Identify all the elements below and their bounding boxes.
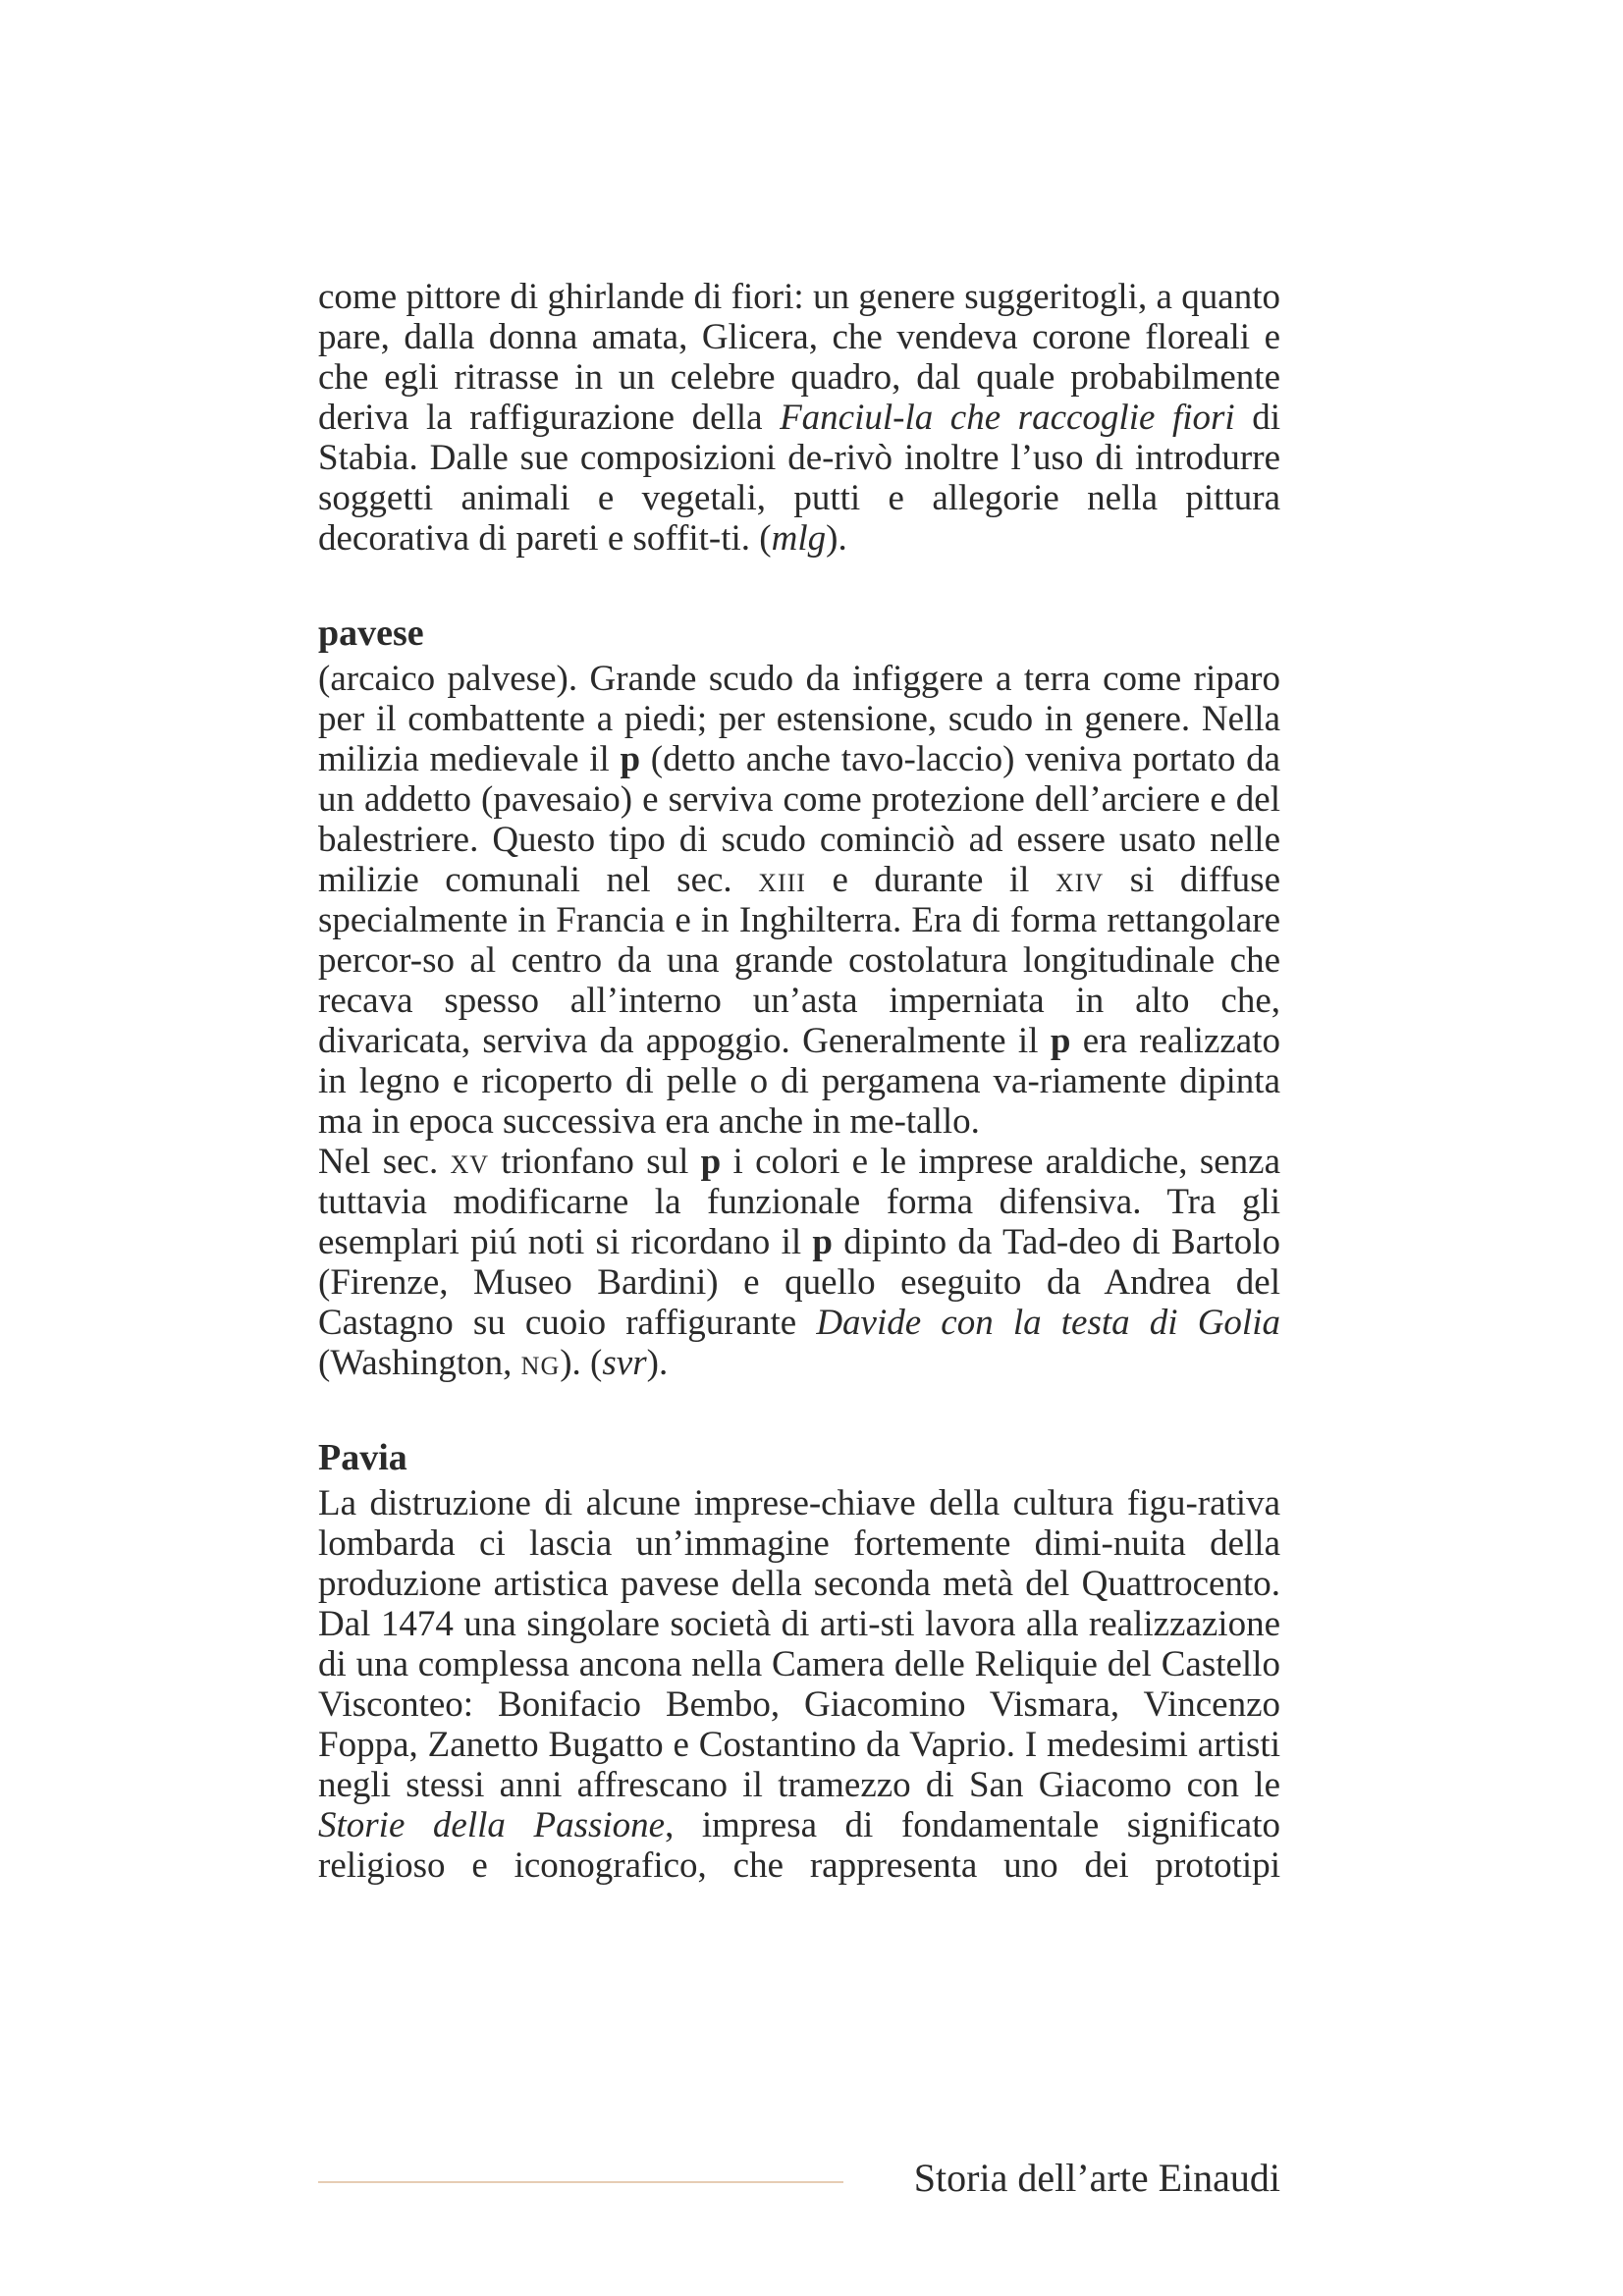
text-run-i: svr	[602, 1343, 647, 1383]
entry-pavia-paragraph-1	[318, 1483, 1280, 1886]
text-run-b: p	[812, 1222, 833, 1262]
text-run: si diffuse specialmente in Francia e in Inghilterra. Era di forma rettangolare percor-so al centro da una grande costolatura longitudinale che recava spesso all’interno un’asta imperniata in alto che, divaricata, serviva da appoggio. Generalmente il	[318, 860, 1280, 1061]
text-run: (detto anche tavo-laccio) veniva portato da un addetto (pavesaio) e serviva come protezione dell’arciere e del balestriere. Questo tipo di scudo cominciò ad essere usato nelle milizie comunali nel sec.	[318, 739, 1280, 900]
text-run-i: mlg	[771, 518, 827, 559]
entry-pavese-paragraph-2	[318, 1142, 1280, 1383]
text-run-b: p	[620, 739, 641, 779]
text-run: (Washington,	[318, 1343, 521, 1383]
text-run-b: p	[700, 1142, 722, 1182]
text-run: e durante il	[805, 860, 1055, 900]
text-run-b: p	[1050, 1021, 1071, 1061]
page-body	[318, 277, 1280, 1886]
text-run-sc: xiv	[1055, 860, 1105, 900]
entry-pavese-paragraph-1	[318, 659, 1280, 1142]
text-run: , impresa di fondamentale significato religioso e iconografico, che rappresenta uno dei prototipi	[318, 1805, 1280, 1886]
entry-title-pavese: pavese	[318, 613, 424, 654]
text-run-i: Storie della Passione	[318, 1805, 666, 1845]
text-run: ).	[646, 1343, 669, 1383]
footer-publisher-text: Storia dell’arte Einaudi	[913, 2156, 1280, 2200]
text-run-sc: ng	[520, 1343, 561, 1383]
entry-title-pavia: Pavia	[318, 1437, 407, 1478]
text-run-i: Fanciul-la che raccoglie fiori	[780, 398, 1235, 438]
text-run: ). (	[560, 1343, 603, 1383]
text-run: trionfano sul	[489, 1142, 701, 1182]
text-run: dipinto da Tad-deo di Bartolo (Firenze, Museo Bardini) e quello eseguito da Andrea del Castagno su cuoio raffigurante	[318, 1222, 1280, 1343]
text-run: (arcaico palvese). Grande scudo da infiggere a terra come riparo per il combattente a piedi; per estensione, scudo in genere. Nella milizia medievale il	[318, 659, 1280, 779]
text-run: ).	[826, 518, 847, 559]
text-run: La distruzione di alcune imprese-chiave della cultura figu-rativa lombarda ci lascia un’immagine fortemente dimi-nuita della produzione artistica pavese della seconda metà del Quattrocento. Dal 1474 una singolare società di arti-sti lavora alla realizzazione di una complessa ancona nella Camera delle Reliquie del Castello Visconteo: Bonifacio Bembo, Giacomino Vismara, Vincenzo Foppa, Zanetto Bugatto e Costantino da Vaprio. I medesimi artisti negli stessi anni affrescano il tramezzo di San Giacomo con le	[318, 1483, 1280, 1805]
entry-pausias-paragraph-1	[318, 277, 1280, 559]
footer-rule	[318, 2181, 843, 2183]
text-run: come pittore di ghirlande di fiori: un genere suggeritogli, a quanto pare, dalla donna amata, Glicera, che vendeva corone floreali e che egli ritrasse in un celebre quadro, dal quale probabilmente deriva la raffigurazione della	[318, 277, 1280, 438]
text-run: Nel sec.	[318, 1142, 451, 1182]
text-run: di Stabia. Dalle sue composizioni de-rivò inoltre l’uso di introdurre soggetti animali e vegetali, putti e allegorie nella pittura decorativa di pareti e soffit-ti. (	[318, 398, 1281, 559]
text-run-sc: xiii	[758, 860, 806, 900]
text-run: i colori e le imprese araldiche, senza tuttavia modificarne la funzionale forma difensiva. Tra gli esemplari piú noti si ricordano il	[318, 1142, 1280, 1262]
text-run-i: Davide con la testa di Golia	[816, 1303, 1280, 1343]
text-run: era realizzato in legno e ricoperto di pelle o di pergamena va-riamente dipinta ma in epoca successiva era anche in me-tallo.	[318, 1021, 1280, 1142]
text-run-sc: xv	[450, 1142, 490, 1182]
